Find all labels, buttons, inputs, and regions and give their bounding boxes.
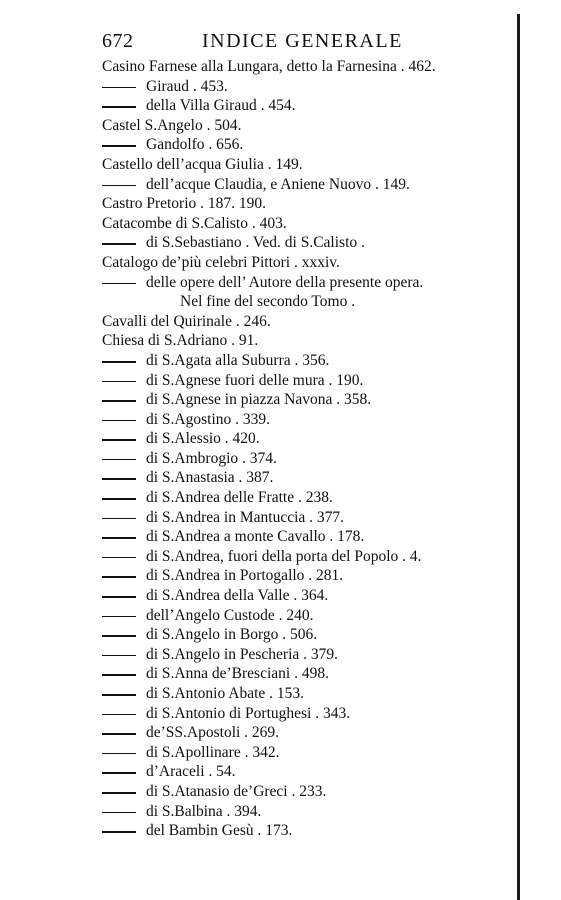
ditto-dash [102, 439, 136, 441]
index-subentry [102, 704, 507, 724]
index-entry [102, 57, 507, 77]
entry-text: di S.Angelo in Pescheria . 379. [146, 645, 339, 663]
entry-text: di S.Agata alla Suburra . 356. [146, 351, 330, 369]
index-subentry [102, 410, 507, 430]
ditto-dash [102, 733, 136, 735]
ditto-dash [102, 420, 136, 422]
entry-text: di S.Angelo in Borgo . 506. [146, 626, 318, 644]
ditto-dash [102, 576, 136, 578]
ditto-dash [102, 694, 136, 696]
index-subentry [102, 351, 507, 371]
index-continuation [102, 292, 507, 312]
index-subentry [102, 645, 507, 665]
entry-text: delle opere dell’ Autore della presente opera. [146, 273, 424, 291]
index-subentry [102, 371, 507, 391]
index-subentry [102, 390, 507, 410]
ditto-dash [102, 381, 136, 383]
page-number: 672 [102, 30, 134, 52]
entry-text: di S.Antonio Abate . 153. [146, 685, 305, 702]
ditto-dash [102, 243, 136, 245]
index-subentry [102, 488, 507, 508]
ditto-dash [102, 596, 136, 598]
entry-text: Gandolfo . 656. [146, 136, 244, 154]
ditto-dash [102, 714, 136, 716]
ditto-dash [102, 674, 136, 676]
index-subentry [102, 723, 507, 743]
page-header [102, 30, 497, 60]
ditto-dash [102, 185, 136, 187]
index-entries [102, 57, 507, 841]
index-entry [102, 253, 507, 273]
index-subentry [102, 664, 507, 684]
ditto-dash [102, 518, 136, 520]
ditto-dash [102, 655, 136, 657]
index-entry [102, 214, 507, 234]
entry-text: di S.Alessio . 420. [146, 430, 260, 448]
entry-text: Cavalli del Quirinale . 246. [102, 312, 271, 330]
ditto-dash [102, 635, 136, 637]
ditto-dash [102, 145, 136, 147]
index-entry [102, 116, 507, 136]
entry-text: di S.Andrea della Valle . 364. [146, 587, 329, 605]
entry-text: della Villa Giraud . 454. [146, 97, 296, 115]
entry-text: Castro Pretorio . 187. 190. [102, 195, 267, 213]
index-subentry [102, 77, 507, 97]
entry-text: Giraud . 453. [146, 77, 228, 95]
ditto-dash [102, 792, 136, 794]
ditto-dash [102, 557, 136, 559]
ditto-dash [102, 831, 136, 833]
index-subentry [102, 527, 507, 547]
index-subentry [102, 782, 507, 802]
entry-text: de’SS.Apostoli . 269. [146, 724, 280, 742]
ditto-dash [102, 87, 136, 89]
index-subentry [102, 586, 507, 606]
index-entry [102, 312, 507, 332]
index-subentry [102, 743, 507, 763]
index-subentry [102, 135, 507, 155]
index-subentry [102, 175, 507, 195]
ditto-dash [102, 753, 136, 755]
index-subentry [102, 684, 507, 704]
ditto-dash [102, 772, 136, 774]
running-title: INDICE GENERALE [202, 30, 403, 52]
entry-text: di S.Andrea delle Fratte . 238. [146, 489, 333, 507]
index-subentry [102, 762, 507, 782]
entry-text: Catacombe di S.Calisto . 403. [102, 214, 287, 232]
ditto-dash [102, 616, 136, 618]
page-edge-divider [517, 14, 520, 900]
index-subentry [102, 625, 507, 645]
entry-text: di S.Ambrogio . 374. [146, 449, 277, 467]
entry-text: di S.Sebastiano . Ved. di S.Calisto . [146, 234, 365, 252]
entry-text: Castel S.Angelo . 504. [102, 116, 242, 134]
index-subentry [102, 802, 507, 822]
index-subentry [102, 508, 507, 528]
index-entry [102, 331, 507, 351]
entry-text: di S.Atanasio de’Greci . 233. [146, 782, 327, 800]
index-entry [102, 155, 507, 175]
entry-text: Castello dell’acqua Giulia . 149. [102, 155, 303, 173]
entry-text: Casino Farnese alla Lungara, detto la Farnesina . 462. [102, 58, 436, 75]
entry-text: di S.Agnese fuori delle mura . 190. [146, 371, 364, 389]
ditto-dash [102, 478, 136, 480]
index-subentry [102, 273, 507, 293]
entry-text: d’Araceli . 54. [146, 763, 236, 781]
ditto-dash [102, 283, 136, 285]
entry-text: Catalogo de’più celebri Pittori . xxxiv. [102, 253, 340, 271]
ditto-dash [102, 361, 136, 363]
index-subentry [102, 233, 507, 253]
entry-text: di S.Andrea a monte Cavallo . 178. [146, 528, 365, 546]
entry-text: di S.Andrea in Mantuccia . 377. [146, 508, 345, 526]
entry-text: Nel fine del secondo Tomo . [180, 293, 356, 311]
index-subentry [102, 566, 507, 586]
entry-text: di S.Agostino . 339. [146, 410, 271, 428]
ditto-dash [102, 498, 136, 500]
ditto-dash [102, 537, 136, 539]
index-subentry [102, 96, 507, 116]
ditto-dash [102, 400, 136, 402]
index-subentry [102, 468, 507, 488]
entry-text: di S.Apollinare . 342. [146, 743, 280, 761]
index-subentry [102, 821, 507, 841]
entry-text: di S.Anna de’Bresciani . 498. [146, 665, 329, 683]
entry-text: del Bambin Gesù . 173. [146, 822, 293, 840]
entry-text: di S.Andrea, fuori della porta del Popolo . 4. [146, 547, 422, 565]
index-entry [102, 194, 507, 214]
ditto-dash [102, 459, 136, 461]
entry-text: di S.Andrea in Portogallo . 281. [146, 567, 344, 585]
ditto-dash [102, 106, 136, 108]
entry-text: di S.Antonio di Portughesi . 343. [146, 704, 351, 722]
index-subentry [102, 449, 507, 469]
entry-text: Chiesa di S.Adriano . 91. [102, 332, 259, 350]
index-subentry [102, 606, 507, 626]
index-subentry [102, 547, 507, 567]
entry-text: di S.Balbina . 394. [146, 802, 262, 820]
ditto-dash [102, 812, 136, 814]
index-subentry [102, 429, 507, 449]
entry-text: dell’Angelo Custode . 240. [146, 606, 314, 624]
entry-text: di S.Agnese in piazza Navona . 358. [146, 391, 372, 409]
entry-text: dell’acque Claudia, e Aniene Nuovo . 149. [146, 175, 410, 193]
entry-text: di S.Anastasia . 387. [146, 469, 274, 487]
